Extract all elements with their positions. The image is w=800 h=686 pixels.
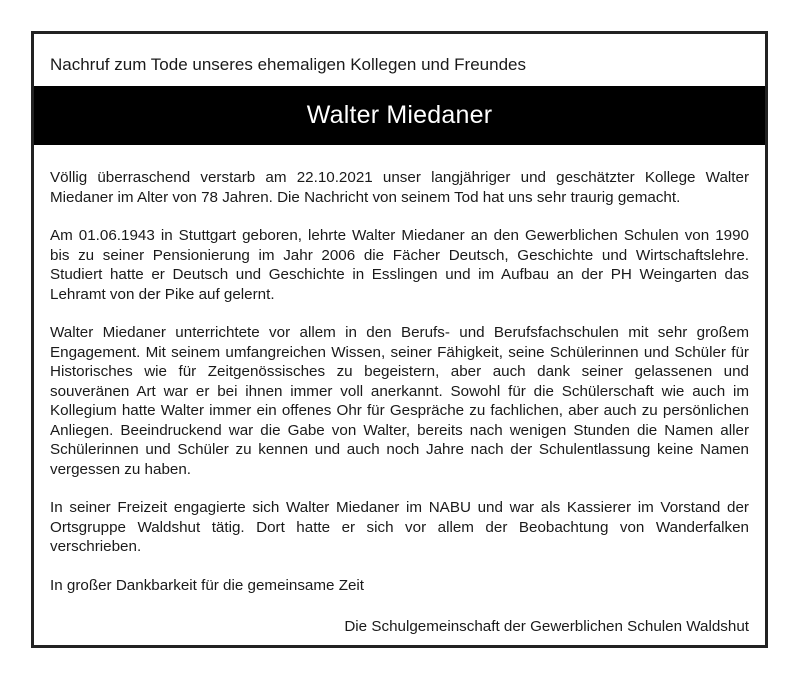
intro-line: Nachruf zum Tode unseres ehemaligen Kollegen und Freundes (50, 55, 526, 74)
name-banner (34, 86, 765, 145)
paragraph-death-notice: Völlig überraschend verstarb am 22.10.2021 unser langjähriger und geschätzter Kollege Walter Miedaner im Alter von 78 Jahren. Die Nachricht von seinem Tod hat uns sehr traurig gemacht. (50, 169, 749, 206)
deceased-name: Walter Miedaner (306, 101, 493, 129)
paragraph-teaching: Walter Miedaner unterrichtete vor allem in den Berufs- und Berufsfachschulen mit sehr großem Engagement. Mit seinem umfangreichen Wissen, seiner Fähigkeit, seine Schülerinnen und Schüler für Historisches wie für Zeitgenössisches zu begeistern, aber auch dank seiner gelassenen und souveränen Art war er bei ihnen immer voll anerkannt. Sowohl für die Schülerschaft wie auch im Kollegium hatte Walter immer ein offenes Ohr für Gespräche zu fachlichen, aber auch zu persönlichen Anliegen. Beeindruckend war die Gabe von Walter, bereits nach wenigen Stunden die Namen aller Schülerinnen und Schüler zu kennen und auch noch Jahre nach der Schulentlassung keine Namen vergessen zu haben. (50, 324, 749, 478)
paragraph-leisure: In seiner Freizeit engagierte sich Walter Miedaner im NABU und war als Kassierer im Vorstand der Ortsgruppe Waldshut tätig. Dort hatte er sich vor allem der Beobachtung von Wanderfalken verschrieben. (50, 499, 749, 555)
obituary-frame (31, 31, 768, 648)
paragraph-career: Am 01.06.1943 in Stuttgart geboren, lehrte Walter Miedaner an den Gewerblichen Schulen von 1990 bis zu seiner Pensionierung im Jahr 2006 die Fächer Deutsch, Geschichte und Wirtschaftslehre. Studiert hatte er Deutsch und Geschichte in Esslingen und im Aufbau an der PH Weingarten das Lehramt von der Pike auf gelernt. (50, 227, 749, 303)
obituary-body (50, 168, 749, 595)
closing-line: In großer Dankbarkeit für die gemeinsame Zeit (50, 576, 365, 594)
signature-line: Die Schulgemeinschaft der Gewerblichen Schulen Waldshut (344, 618, 749, 635)
